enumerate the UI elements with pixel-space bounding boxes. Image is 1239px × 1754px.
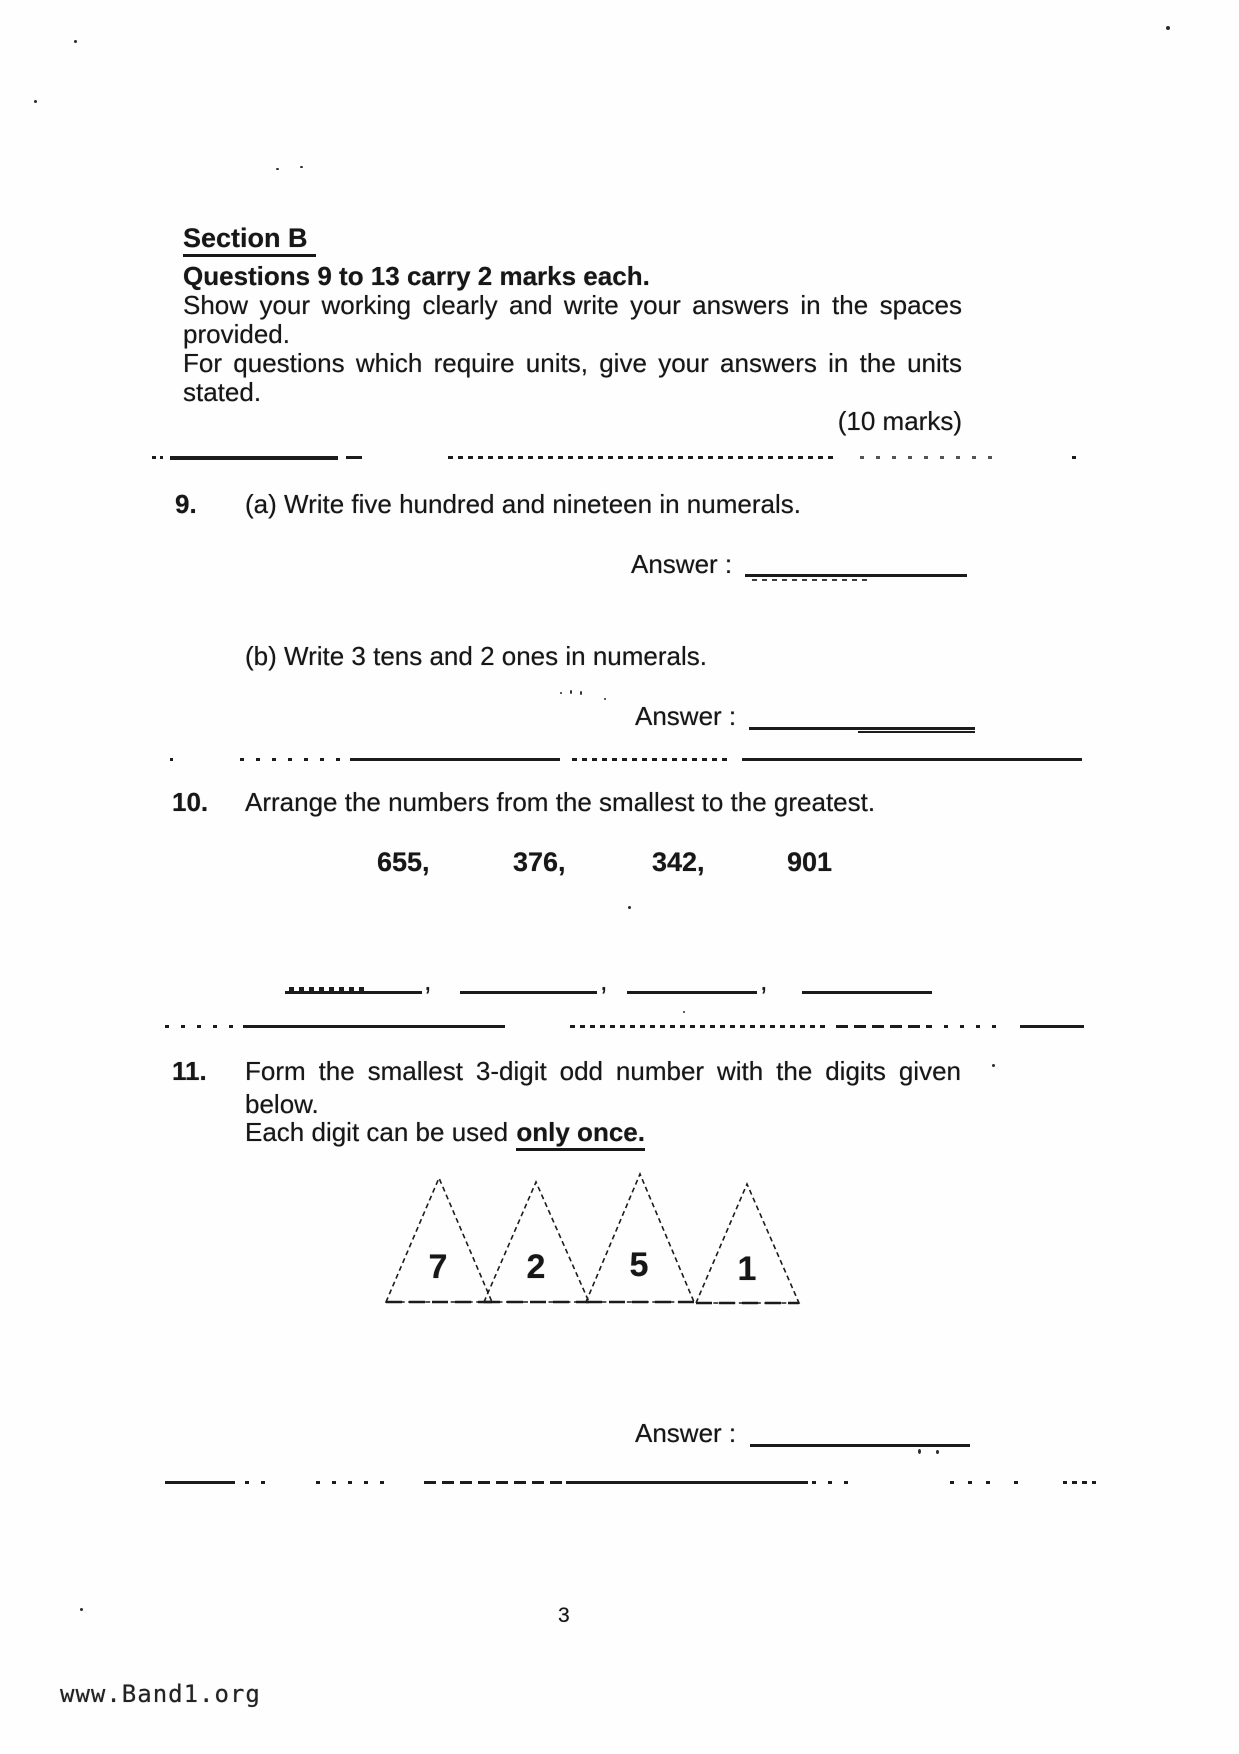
scan-speck [276,168,279,170]
scan-speck [918,1449,921,1454]
q9-number: 9. [175,489,197,519]
scan-speck [628,906,631,909]
scan-speck [74,40,77,43]
q9-part-b-text: (b) Write 3 tens and 2 ones in numerals. [245,641,707,671]
q10-answer-blank [802,991,932,994]
q11-text-line2: below. [245,1089,319,1119]
q11-text-line1: Form the smallest 3-digit odd number with the digits given [245,1056,961,1086]
divider [0,1024,1239,1031]
divider [0,757,1239,764]
q9-part-a-text: (a) Write five hundred and nineteen in numerals. [245,489,801,519]
q10-value: 901 [787,847,833,877]
scan-speck [580,691,582,695]
q11-line3-prefix: Each digit can be used [245,1117,509,1147]
page-number: 3 [558,1604,570,1627]
scan-speck [34,100,37,103]
scan-speck [570,690,572,694]
q11-line3-emphasis: only once. [516,1117,645,1151]
header-line: Questions 9 to 13 carry 2 marks each. [183,261,650,291]
triangle-digit: 2 [526,1248,546,1286]
q10-text: Arrange the numbers from the smallest to the greatest. [245,787,876,817]
scan-smudge [858,731,975,733]
q10-answer-blank [460,991,597,994]
q9a-answer-line [745,574,967,577]
q10-answer-blank [285,991,422,994]
scan-smudge [752,579,870,581]
scan-speck [300,166,303,168]
q11-answer-label: Answer : [635,1418,737,1448]
q9a-answer-label: Answer : [631,549,733,579]
q10-value: 655, [377,847,430,877]
header-line: For questions which require units, give your answers in the units [183,348,962,378]
header-line: stated. [183,377,262,407]
header-line: Show your working clearly and write your answers in the spaces [183,290,962,320]
triangle-digit: 5 [629,1246,649,1284]
scan-speck [560,692,562,694]
header-line: provided. [183,319,290,349]
q10-value: 376, [513,847,566,877]
q9b-answer-line [749,727,975,730]
digit-triangles [378,1172,802,1312]
marks-note: (10 marks) [837,406,962,436]
divider [0,1480,1239,1487]
scan-smudge [289,987,364,991]
q11-answer-line [750,1444,970,1447]
scan-speck [604,698,606,700]
blank-comma: , [600,966,608,996]
q10-value: 342, [652,847,705,877]
q11-number: 11. [172,1056,207,1086]
section-title: Section B [183,224,316,257]
section-header [183,224,962,436]
q10-answer-blank [627,991,757,994]
divider [0,455,1239,462]
blank-comma: , [424,966,432,996]
triangle-digit: 7 [428,1248,448,1286]
scan-speck [683,1011,685,1013]
q11-text-line3 [245,1117,645,1147]
scan-speck [936,1450,939,1454]
scan-speck [992,1064,995,1067]
triangle-digit: 1 [737,1250,757,1288]
q10-number: 10. [172,787,209,817]
blank-comma: , [760,966,768,996]
scan-speck [1166,26,1170,30]
q9b-answer-label: Answer : [635,701,737,731]
scan-speck [80,1608,83,1611]
footer-url: www.Band1.org [60,1680,261,1708]
